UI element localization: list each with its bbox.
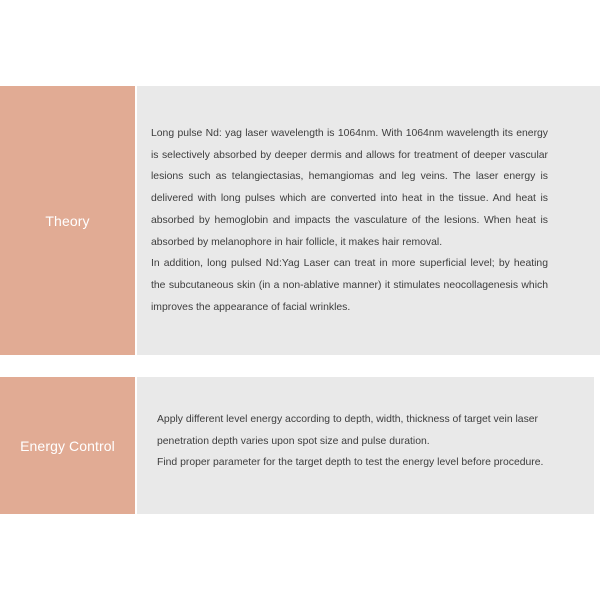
theory-label xyxy=(0,86,135,355)
theory-paragraph-1: Long pulse Nd: yag laser wavelength is 1064nm. With 1064nm wavelength its energy is selectively absorbed by deeper dermis and allows for treatment of deeper vascular lesions such as telangiectasias, hemangiomas and leg veins. The laser energy is delivered with long pulses which are converted into heat in the tissue. And heat is absorbed by hemoglobin and impacts the vasculature of the lesions. When heat is absorbed by melanophore in hair follicle, it makes hair removal. xyxy=(151,128,548,248)
energy-control-label xyxy=(0,377,135,514)
theory-section xyxy=(0,86,600,355)
energy-control-section xyxy=(0,377,594,514)
energy-control-paragraph-1: Apply different level energy according to depth, width, thickness of target vein laser penetration depth varies upon spot size and pulse duration. xyxy=(157,414,539,447)
theory-label-text: Theory xyxy=(45,212,90,229)
energy-control-label-text: Energy Control xyxy=(20,437,115,454)
theory-paragraph-2: In addition, long pulsed Nd:Yag Laser can treat in more superficial level; by heating the subcutaneous skin (in a non-ablative manner) it stimulates neocollagenesis which improves the appearance of facial wrinkles. xyxy=(151,258,548,313)
energy-control-content xyxy=(137,377,594,514)
energy-control-paragraph-2: Find proper parameter for the target depth to test the energy level before procedure. xyxy=(157,457,544,469)
theory-content xyxy=(137,86,600,355)
